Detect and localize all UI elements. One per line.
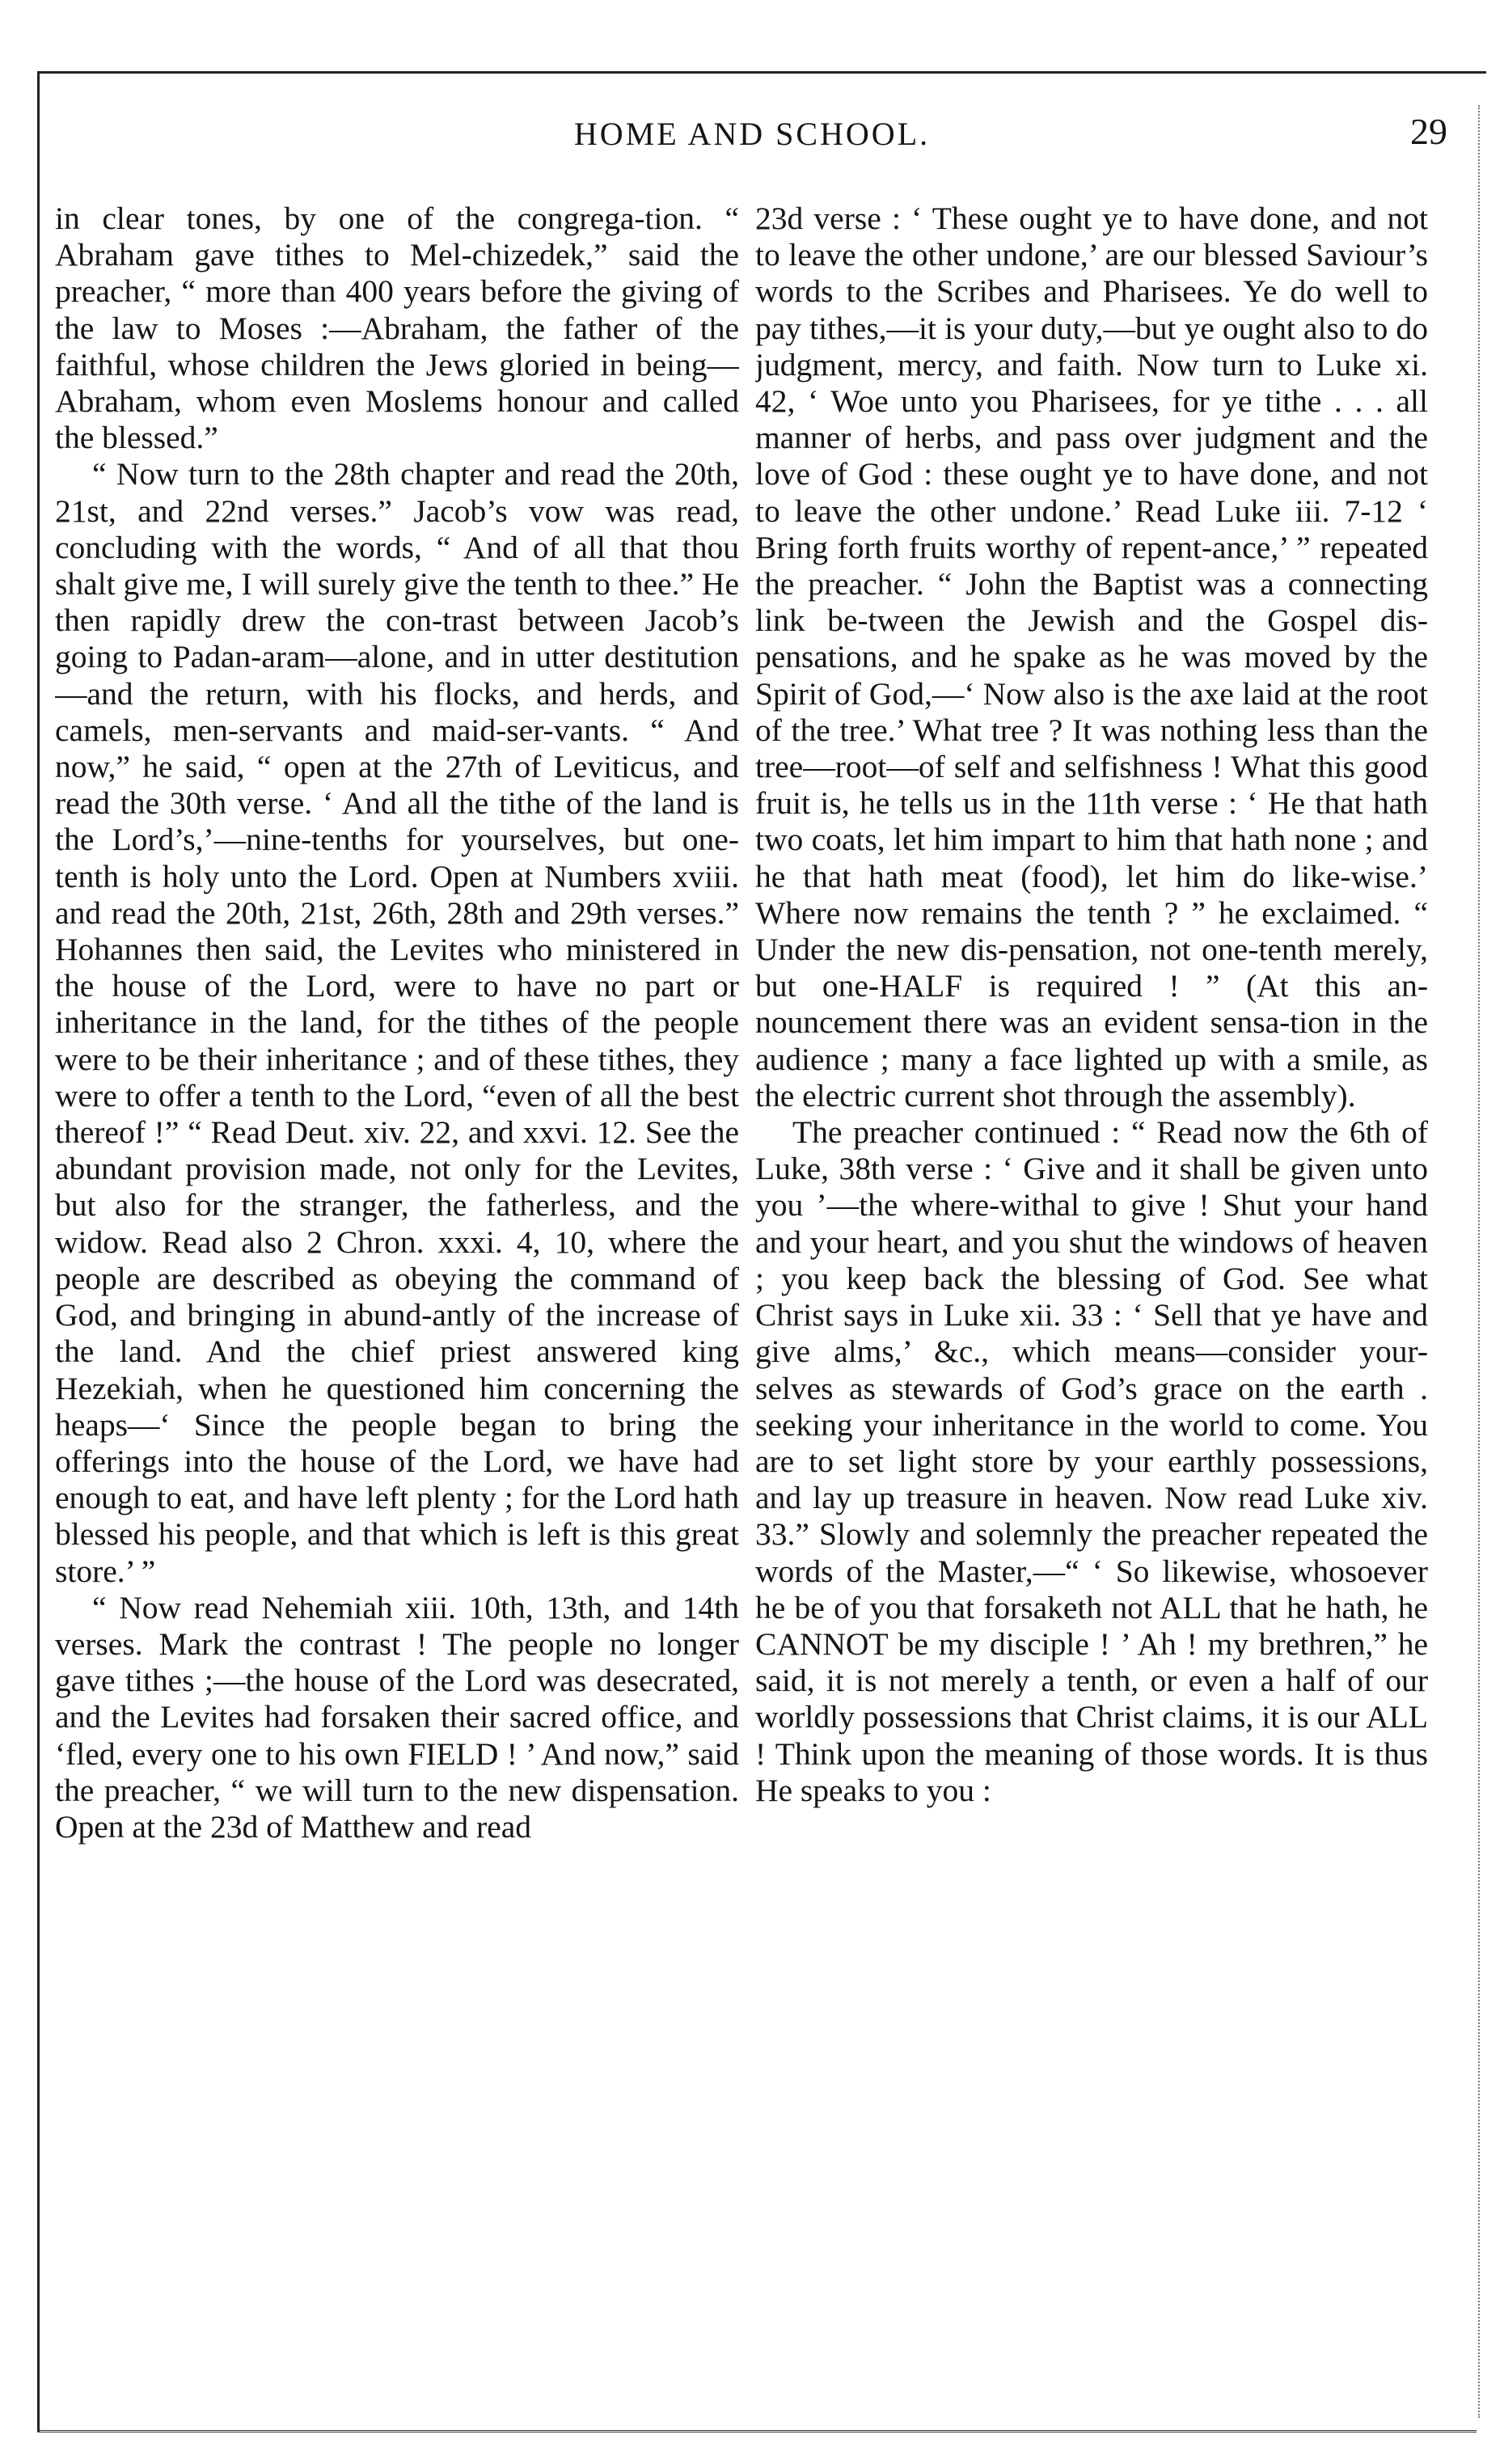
right-paragraph-2: The preacher continued : “ Read now the 6th of Luke, 38th verse : ‘ Give and it shall be given unto you ’—the where-withal to give ! Shut your hand and your heart, and you shut the windows of heaven ; you keep back the blessing of God. See what Christ says in Luke xii. 33 : ‘ Sell that ye have and give alms,’ &c., which means—consider your-selves as stewards of God’s grace on the earth . seeking your inheritance in the world to come. You are to set light store by your earthly possessions, and lay up treasure in heaven. Now read Luke xiv. 33.” Slowly and solemnly the preacher repeated the words of the Master,—“ ‘ So likewise, whosoever he be of you that forsaketh not ALL that he hath, he CANNOT be my disciple ! ’ Ah ! my brethren,” he said, it is not merely a tenth, or even a half of our worldly possessions that Christ claims, it is our ALL ! Think upon the meaning of those words. It is thus He speaks to you : bbox=[755, 1114, 1428, 1808]
frame-top-rule bbox=[37, 71, 1486, 74]
frame-right-dotted-edge bbox=[1478, 105, 1480, 2418]
left-paragraph-3: “ Now read Nehemiah xiii. 10th, 13th, and 14th verses. Mark the contrast ! The people no longer gave tithes ;—the house of the Lord was desecrated, and the Levites had forsaken their sacred office, and ‘fled, every one to his own FIELD ! ’ And now,” said the preacher, “ we will turn to the new dispensation. Open at the 23d of Matthew and read bbox=[55, 1589, 739, 1845]
left-column bbox=[55, 201, 739, 2416]
right-column bbox=[755, 201, 1428, 2416]
running-head: HOME AND SCHOOL. bbox=[573, 116, 931, 152]
left-paragraph-2: “ Now turn to the 28th chapter and read the 20th, 21st, and 22nd verses.” Jacob’s vow was read, concluding with the words, “ And of all that thou shalt give me, I will surely give the tenth to thee.” He then rapidly drew the con-trast between Jacob’s going to Padan-aram—alone, and in utter destitution—and the return, with his flocks, and herds, and camels, men-servants and maid-ser-vants. “ And now,” he said, “ open at the 27th of Leviticus, and read the 30th verse. ‘ And all the tithe of the land is the Lord’s,’—nine-tenths for yourselves, but one-tenth is holy unto the Lord. Open at Numbers xviii. and read the 20th, 21st, 26th, 28th and 29th verses.” Hohannes then said, the Levites who ministered in the house of the Lord, were to have no part or inheritance in the land, for the tithes of the people were to be their inheritance ; and of these tithes, they were to offer a tenth to the Lord, “even of all the best thereof !” “ Read Deut. xiv. 22, and xxvi. 12. See the abundant provision made, not only for the Levites, but also for the stranger, the fatherless, and the widow. Read also 2 Chron. xxxi. 4, 10, where the people are described as obeying the command of God, and bringing in abund-antly of the increase of the land. And the chief priest answered king Hezekiah, when he questioned him concerning the heaps—‘ Since the people began to bring the offerings into the house of the Lord, we have had enough to eat, and have left plenty ; for the Lord hath blessed his people, and that which is left is this great store.’ ” bbox=[55, 456, 739, 1589]
frame-bottom-rule bbox=[37, 2430, 1477, 2432]
right-paragraph-1: 23d verse : ‘ These ought ye to have done, and not to leave the other undone,’ are our blessed Saviour’s words to the Scribes and Pharisees. Ye do well to pay tithes,—it is your duty,—but ye ought also to do judgment, mercy, and faith. Now turn to Luke xi. 42, ‘ Woe unto you Pharisees, for ye tithe . . . all manner of herbs, and pass over judgment and the love of God : these ought ye to have done, and not to leave the other undone.’ Read Luke iii. 7-12 ‘ Bring forth fruits worthy of repent-ance,’ ” repeated the preacher. “ John the Baptist was a connecting link be-tween the Jewish and the Gospel dis-pensations, and he spake as he was moved by the Spirit of God,—‘ Now also is the axe laid at the root of the tree.’ What tree ? It was nothing less than the tree—root—of self and selfishness ! What this good fruit is, he tells us in the 11th verse : ‘ He that hath two coats, let him impart to him that hath none ; and he that hath meat (food), let him do like-wise.’ Where now remains the tenth ? ” he exclaimed. “ Under the new dis-pensation, not one-tenth merely, but one-HALF is required ! ” (At this an-nouncement there was an evident sensa-tion in the audience ; many a face lighted up with a smile, as the electric current shot through the assembly). bbox=[755, 201, 1428, 1114]
frame-left-rule bbox=[37, 71, 40, 2432]
page-number: 29 bbox=[1410, 111, 1447, 152]
left-paragraph-1: in clear tones, by one of the congrega-tion. “ Abraham gave tithes to Mel-chizedek,” said the preacher, “ more than 400 years before the giving of the law to Moses :—Abraham, the father of the faithful, whose children the Jews gloried in being—Abraham, whom even Moslems honour and called the blessed.” bbox=[55, 201, 739, 456]
